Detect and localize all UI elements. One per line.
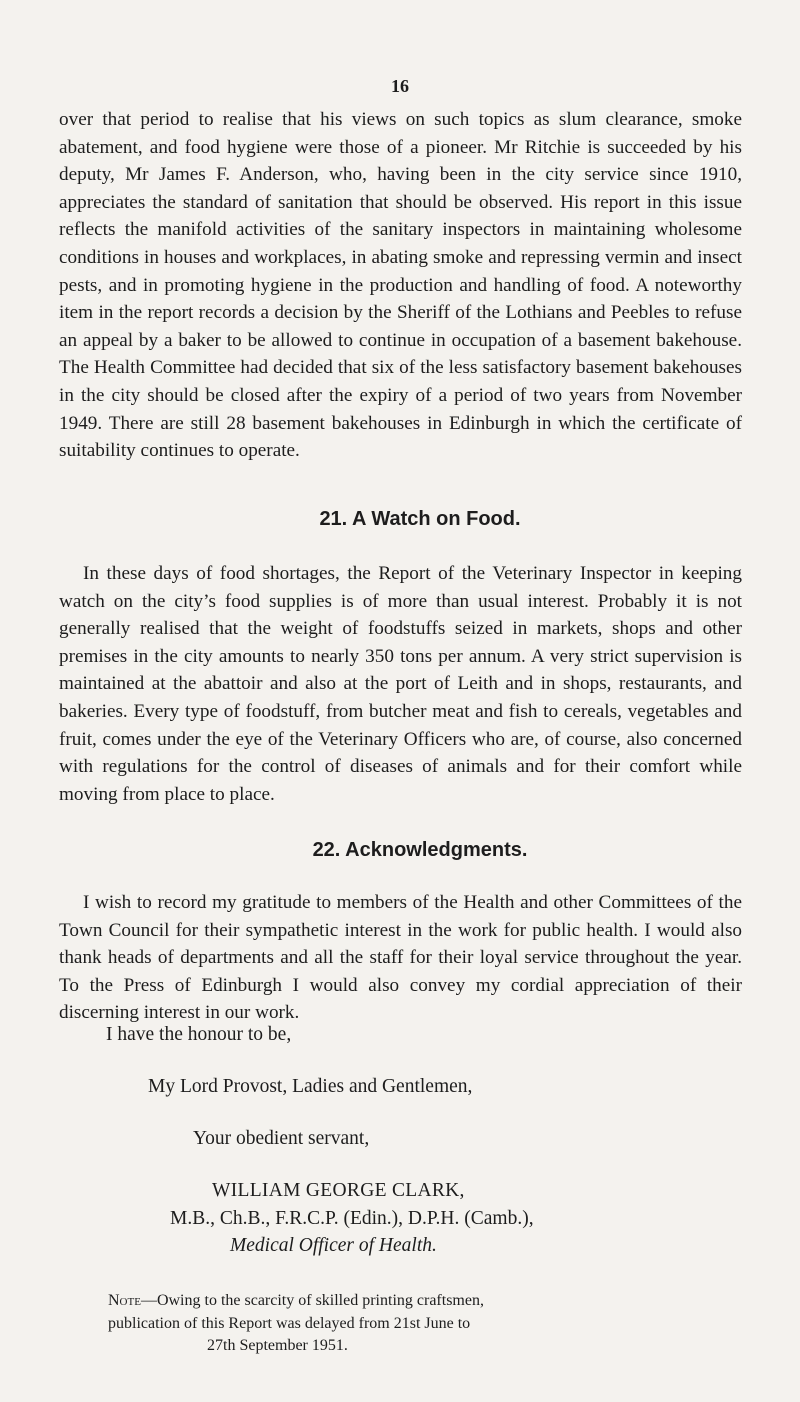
heading-acknowledgments: 22. Acknowledgments. [312,839,528,861]
signatory-name: WILLIAM GEORGE CLARK, [212,1180,465,1201]
paragraph-watch-on-food: In these days of food shortages, the Report of the Veterinary Inspector in keeping watch on the city’s food supplies is of more than usual interest. Probably it is not generally realised that the weight of foodstuffs seized in markets, shops and other premises in the city amounts to nearly 350 tons per annum. A very strict supervision is maintained at the abattoir and also at the port of Leith and in shops, restaurants, and bakeries. Every type of foodstuff, from butcher meat and fish to cereals, vegetables and fruit, comes under the eye of the Veterinary Officers who are, of course, also concerned with regulations for the control of diseases of animals and for their comfort while moving from place to place. [59,563,742,805]
paragraph-acknowledgments: I wish to record my gratitude to members of the Health and other Committees of the Town Council for their sympathetic interest in the work for public health. I would also thank heads of departments and all the staff for their loyal service throughout the year. To the Press of Edinburgh I would also convey my cordial appreciation of their discerning interest in our work. [59,892,742,1024]
footnote-line-3: 27th September 1951. [207,1337,348,1354]
footnote-label: Note [108,1292,141,1309]
footnote-line-2: publication of this Report was delayed from 21st June to [108,1314,471,1332]
closing-line: I have the honour to be, [106,1024,292,1045]
footnote-line-1: —Owing to the scarcity of skilled printing craftsmen, [140,1292,484,1309]
servant-line: Your obedient servant, [193,1128,370,1149]
signatory-qualifications: M.B., Ch.B., F.R.C.P. (Edin.), D.P.H. (Camb.), [170,1208,534,1229]
paragraph-sanitation: over that period to realise that his views on such topics as slum clearance, smoke abatement, and food hygiene were those of a pioneer. Mr Ritchie is succeeded by his deputy, Mr James F. Anderson, who, having been in the city service since 1910, appreciates the standard of sanitation that should be observed. His report in this issue reflects the manifold activities of the sanitary inspectors in maintaining wholesome conditions in houses and workplaces, in abating smoke and repressing vermin and insect pests, and in promoting hygiene in the production and handling of food. A noteworthy item in the report records a decision by the Sheriff of the Lothians and Peebles to refuse an appeal by a baker to be allowed to continue in occupation of a basement bakehouse. The Health Committee had decided that six of the less satisfactory basement bakehouses in the city should be closed after the expiry of a period of two years from November 1949. There are still 28 basement bakehouses in Edinburgh in which the certificate of suitability continues to operate. [59,109,742,462]
page-number: 16 [391,76,409,96]
signatory-title: Medical Officer of Health. [230,1235,437,1256]
footnote [108,1290,694,1358]
heading-watch-on-food: 21. A Watch on Food. [319,508,521,530]
salutation-line: My Lord Provost, Ladies and Gentlemen, [148,1076,473,1097]
